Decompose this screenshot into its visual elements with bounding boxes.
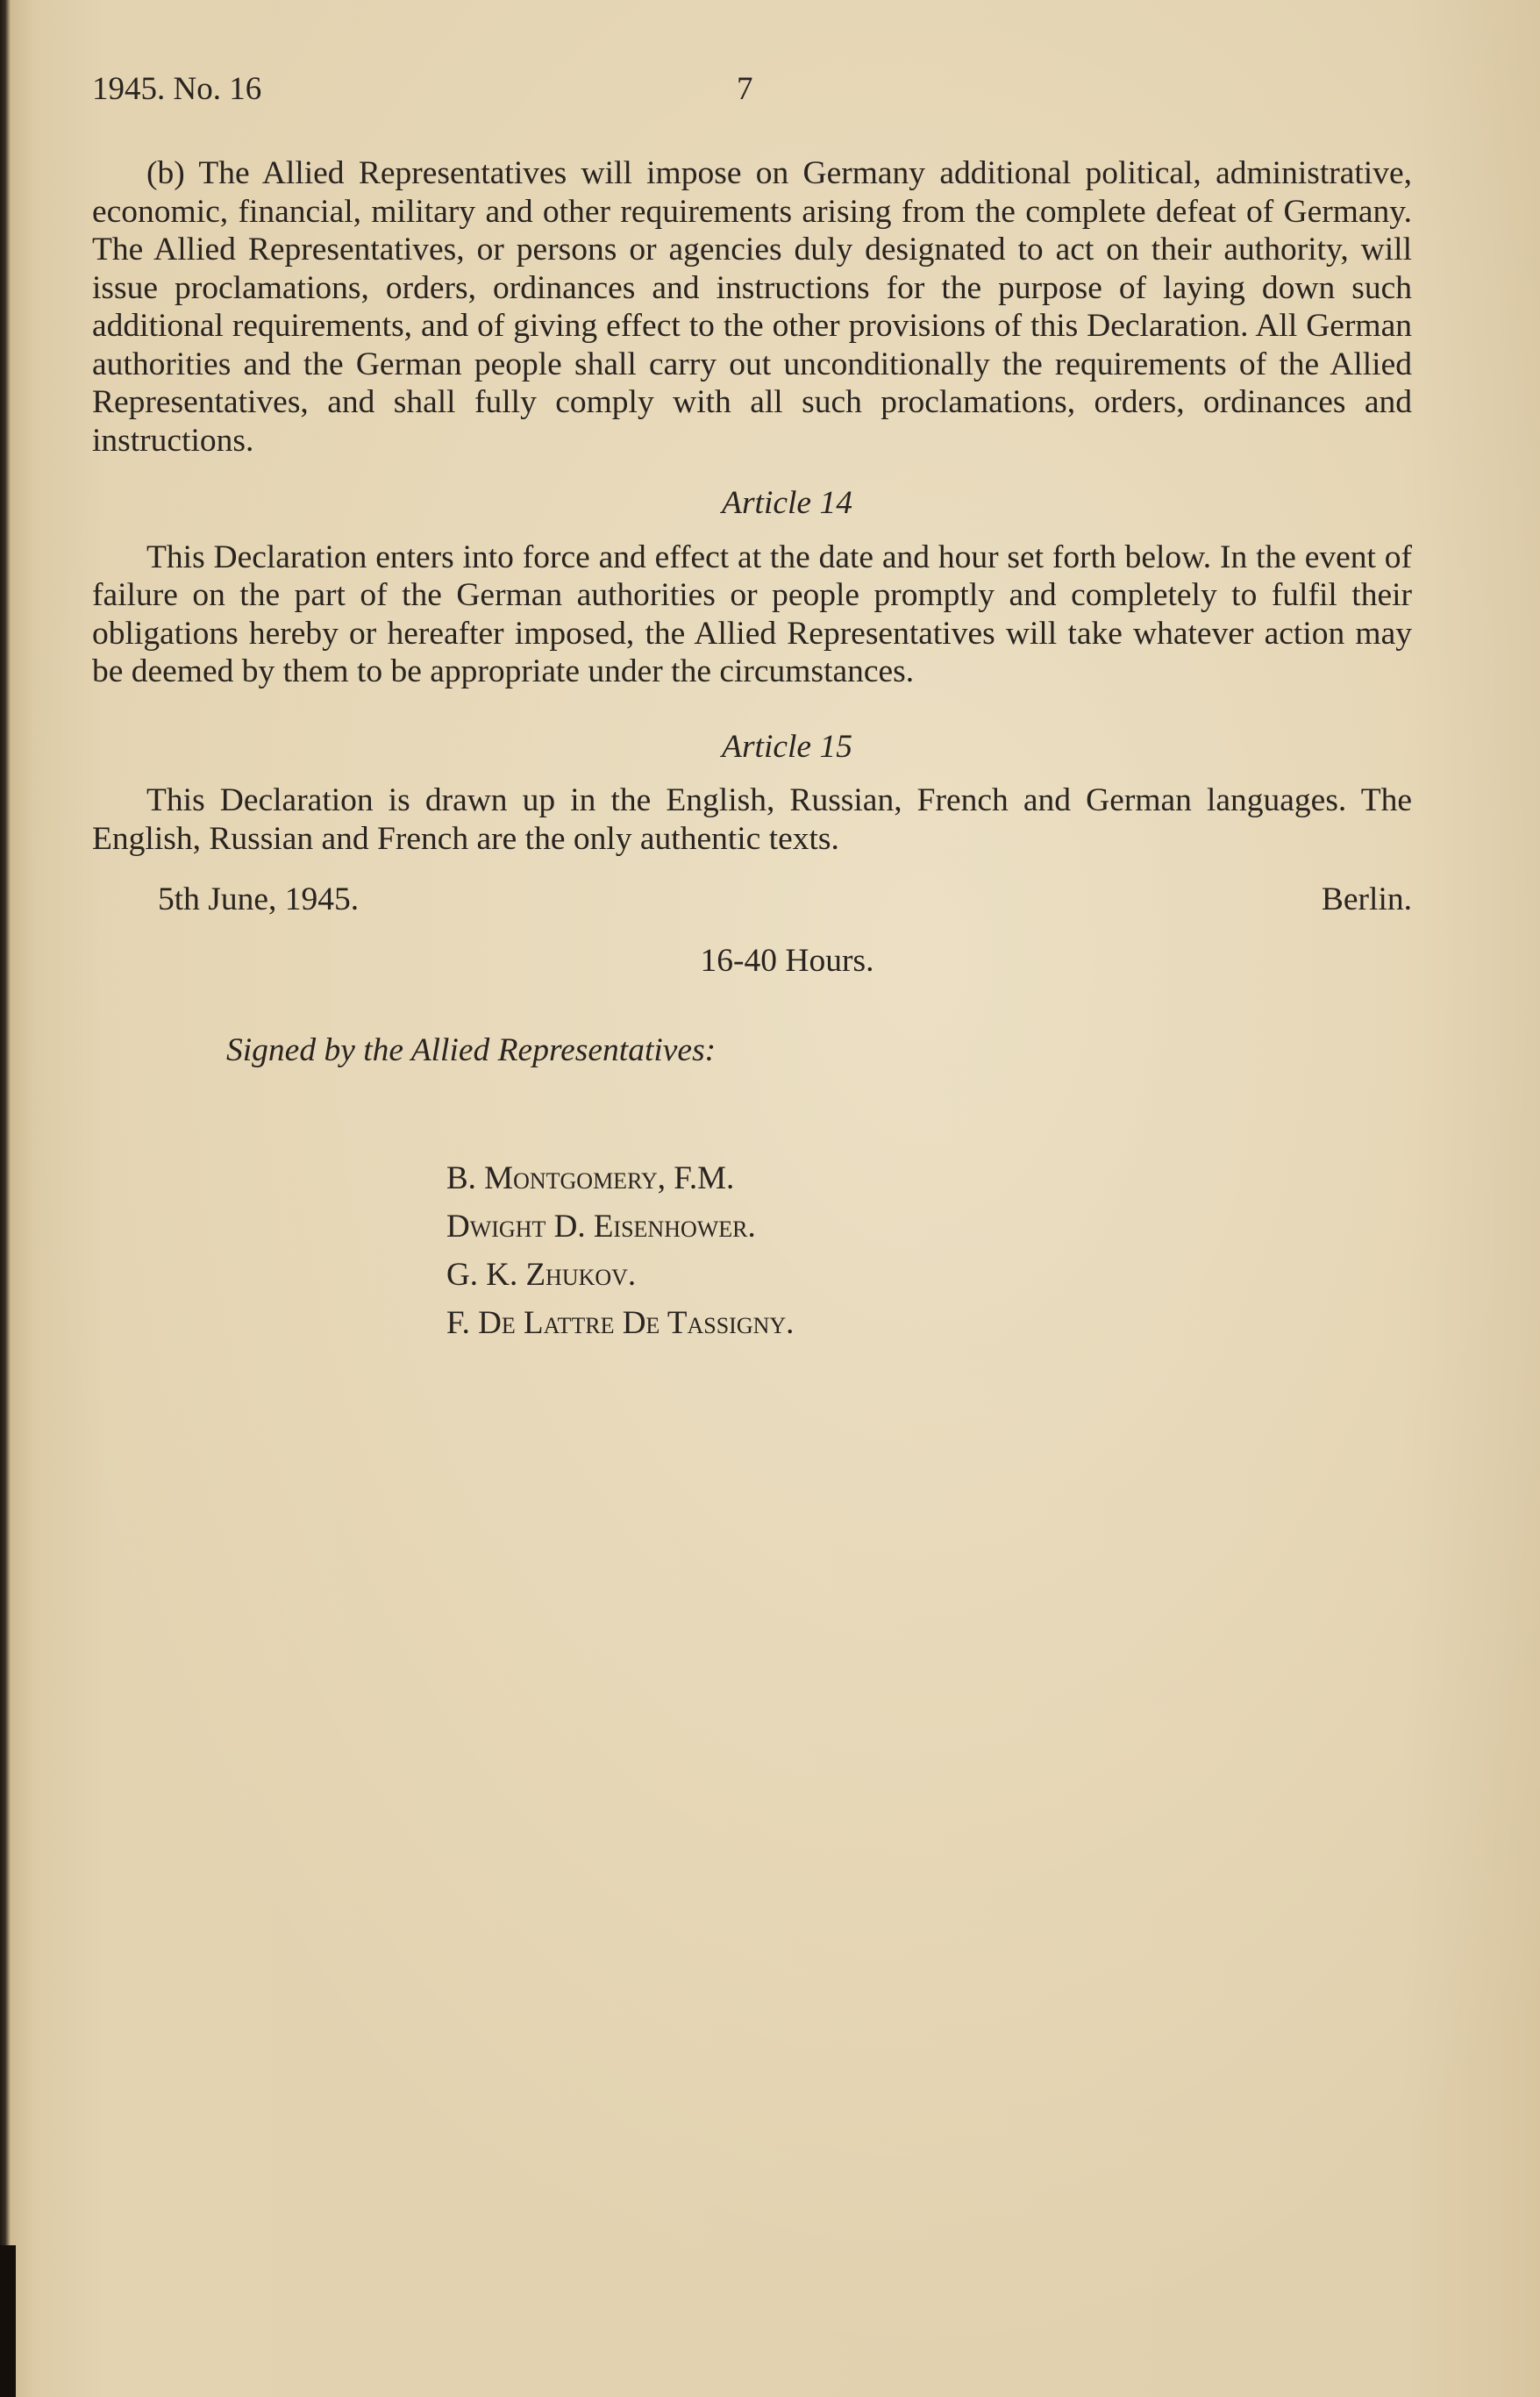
signatory-de-lattre: F. De Lattre De Tassigny. <box>446 1305 795 1341</box>
signatory-eisenhower: Dwight D. Eisenhower. <box>446 1209 756 1245</box>
signatory-zhukov: G. K. Zhukov. <box>446 1257 637 1293</box>
signatory-montgomery: B. Montgomery, F.M. <box>446 1160 735 1196</box>
article-15-text: This Declaration is drawn up in the English, Russian, French and German languages. The English, Russian and French are the only authentic texts. <box>92 782 1412 857</box>
signatory-list <box>92 1154 1412 1347</box>
page-number: 7 <box>737 71 753 107</box>
article-14-heading: Article 14 <box>722 485 852 521</box>
dateline <box>92 881 1412 919</box>
signing-hour: 16-40 Hours. <box>700 943 874 979</box>
series-reference: 1945. No. 16 <box>92 71 262 107</box>
document-body <box>92 154 1412 1347</box>
paragraph-b: (b) The Allied Representatives will impose on Germany additional political, administrative, economic, financial, military and other requirements arising from the complete defeat of Germany. The Allied Representatives, or persons or agencies duly designated to act on their authority, will issue proclamations, orders, ordinances and instructions for the purpose of laying down such additional requirements, and of giving effect to the other provisions of this Declaration. All German authorities and the German people shall carry out unconditionally the requirements of the Allied Representatives, and shall fully comply with all such proclamations, orders, ordinances and instructions. <box>92 155 1412 459</box>
book-spine-edge <box>0 2245 16 2397</box>
signing-date: 5th June, 1945. <box>158 881 360 917</box>
page-header <box>92 70 1416 114</box>
signing-place: Berlin. <box>1321 881 1412 917</box>
article-14-text: This Declaration enters into force and effect at the date and hour set forth below. In the event of failure on the part of the German authorities or people promptly and completely to fulfil their obligations hereby or hereafter imposed, the Allied Representatives will take whatever action may be deemed by them to be appropriate under the circumstances. <box>92 539 1412 689</box>
book-spine-shadow <box>0 0 11 2397</box>
signed-by-caption: Signed by the Allied Representatives: <box>226 1031 717 1068</box>
article-15-heading: Article 15 <box>722 728 852 765</box>
